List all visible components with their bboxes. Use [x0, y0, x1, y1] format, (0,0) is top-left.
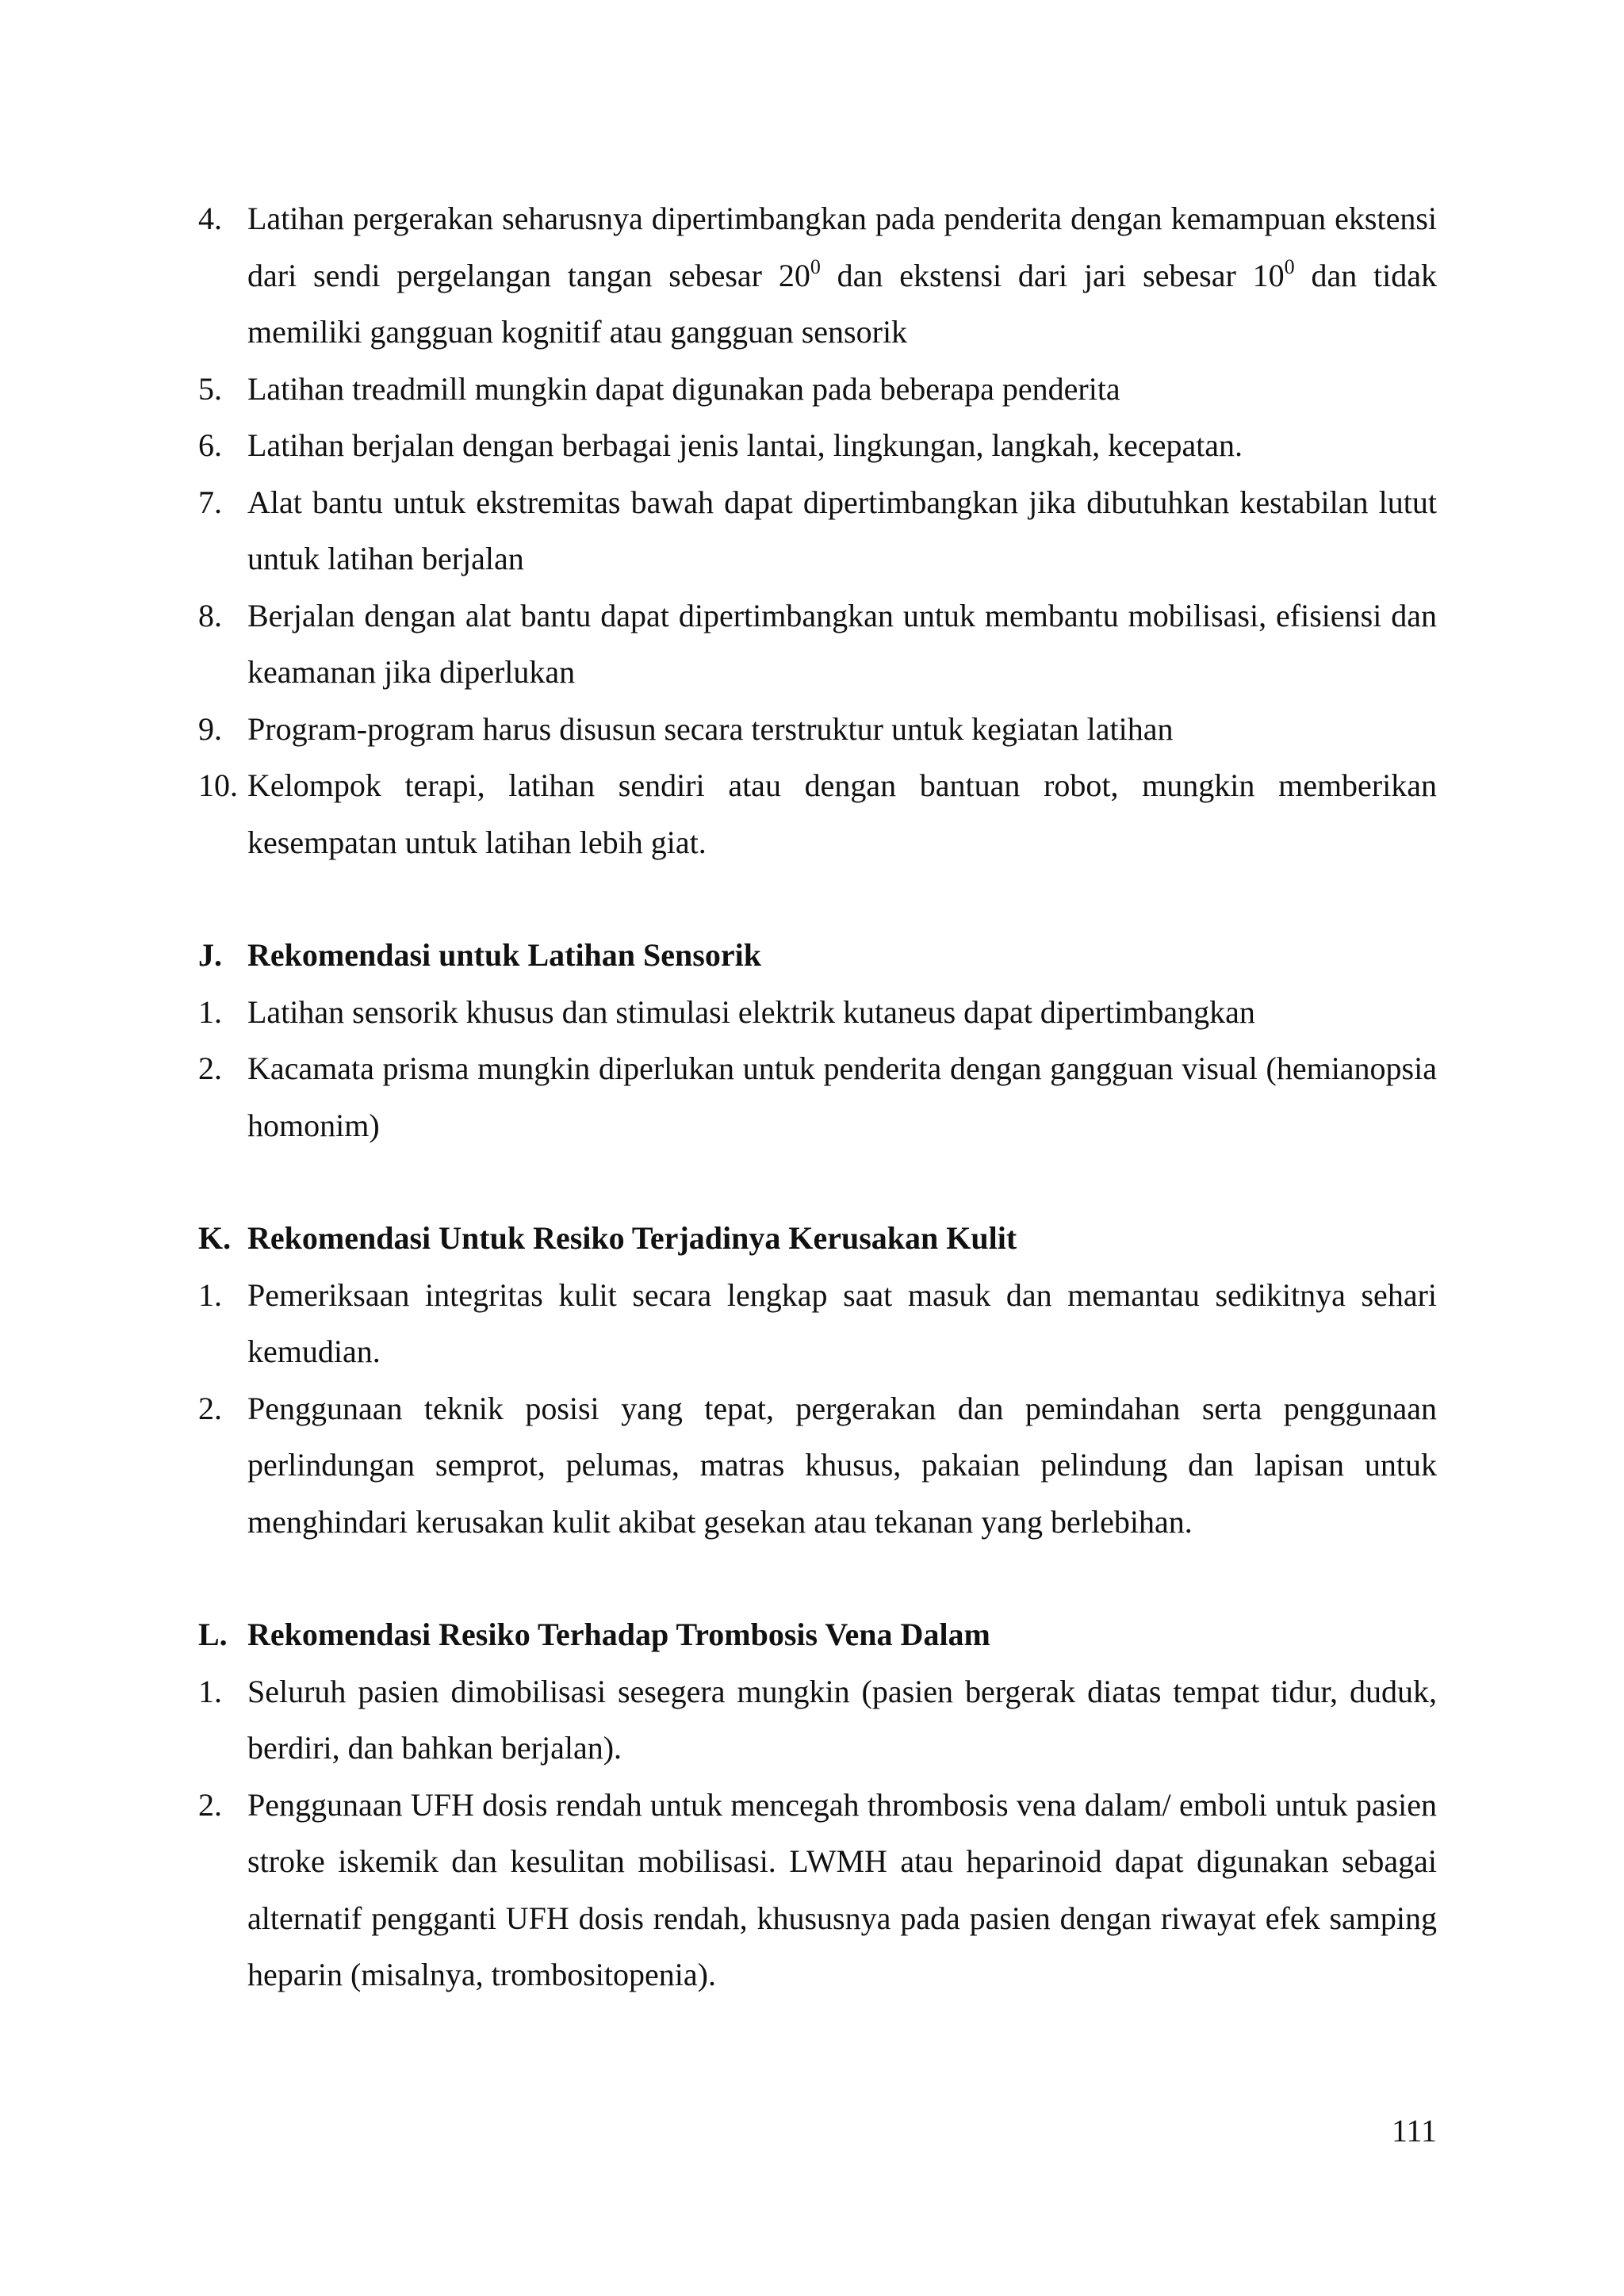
list-text: Kelompok terapi, latihan sendiri atau dengan bantuan robot, mungkin memberikan kesempatan untuk latihan lebih giat.	[247, 767, 1437, 860]
list-text: Berjalan dengan alat bantu dapat dipertimbangkan untuk membantu mobilisasi, efisiensi dan keamanan jika diperlukan	[247, 597, 1437, 690]
list-number: 9.	[198, 710, 222, 747]
list-text: Program-program harus disusun secara terstruktur untuk kegiatan latihan	[247, 710, 1174, 747]
section-title: Rekomendasi untuk Latihan Sensorik	[247, 937, 761, 973]
list-item	[198, 984, 1437, 1041]
list-number: 7.	[198, 484, 222, 520]
list-number: 2.	[198, 1050, 222, 1086]
page-body	[198, 190, 1437, 2003]
list-text: Penggunaan UFH dosis rendah untuk mencegah thrombosis vena dalam/ emboli untuk pasien stroke iskemik dan kesulitan mobilisasi. LWMH atau heparinoid dapat digunakan sebagai alternatif pengganti UFH dosis rendah, khususnya pada pasien dengan riwayat efek samping heparin (misalnya, trombositopenia).	[247, 1786, 1437, 1992]
list-text-part: dan tidak memiliki gangguan kognitif atau gangguan sensorik	[247, 257, 1438, 350]
list-number: 6.	[198, 427, 222, 463]
list-item	[198, 1380, 1437, 1551]
list-item	[198, 474, 1437, 587]
list-item	[198, 1663, 1437, 1777]
section-heading-l	[198, 1606, 1437, 1663]
list-number: 2.	[198, 1390, 222, 1426]
section-title: Rekomendasi Resiko Terhadap Trombosis Vena Dalam	[247, 1617, 990, 1652]
list-number: 4.	[198, 201, 222, 236]
list-item	[198, 1267, 1437, 1380]
list-item	[198, 587, 1437, 701]
list-number: 2.	[198, 1786, 222, 1823]
list-text	[247, 190, 1437, 361]
section-l-list	[198, 1663, 1437, 2003]
list-number: 5.	[198, 370, 222, 407]
section-letter: J.	[198, 937, 222, 973]
list-number: 10.	[198, 767, 238, 803]
section-j-list	[198, 984, 1437, 1154]
recommendation-list-continued	[198, 190, 1437, 871]
list-number: 1.	[198, 1673, 222, 1709]
section-heading-j	[198, 927, 1437, 984]
list-item	[198, 1777, 1437, 2003]
list-item	[198, 757, 1437, 871]
list-item	[198, 361, 1437, 418]
list-item	[198, 190, 1437, 361]
list-number: 1.	[198, 1276, 222, 1313]
list-text: Pemeriksaan integritas kulit secara lengkap saat masuk dan memantau sedikitnya sehari kemudian.	[247, 1276, 1437, 1369]
list-item	[198, 417, 1437, 474]
section-heading-k	[198, 1210, 1437, 1267]
page-number: 111	[1391, 2113, 1437, 2149]
list-number: 1.	[198, 993, 222, 1030]
list-text: Alat bantu untuk ekstremitas bawah dapat dipertimbangkan jika dibutuhkan kestabilan lutut untuk latihan berjalan	[247, 484, 1437, 576]
list-number: 8.	[198, 597, 222, 633]
list-item	[198, 1040, 1437, 1154]
list-text: Latihan treadmill mungkin dapat digunakan pada beberapa penderita	[247, 370, 1120, 407]
list-text: Penggunaan teknik posisi yang tepat, pergerakan dan pemindahan serta penggunaan perlindungan semprot, pelumas, matras khusus, pakaian pelindung dan lapisan untuk menghindari kerusakan kulit akibat gesekan atau tekanan yang berlebihan.	[247, 1390, 1437, 1540]
list-text: Kacamata prisma mungkin diperlukan untuk penderita dengan gangguan visual (hemianopsia homonim)	[247, 1050, 1437, 1143]
list-text-part: dan ekstensi dari jari sebesar 10	[820, 257, 1285, 293]
list-item	[198, 701, 1437, 758]
list-text: Latihan sensorik khusus dan stimulasi elektrik kutaneus dapat dipertimbangkan	[247, 993, 1255, 1030]
list-text: Seluruh pasien dimobilisasi sesegera mungkin (pasien bergerak diatas tempat tidur, duduk, berdiri, dan bahkan berjalan).	[247, 1673, 1437, 1766]
list-text-part: Latihan pergerakan seharusnya dipertimbangkan pada penderita dengan kemampuan ekstensi dari sendi pergelangan tangan sebesar 20	[247, 201, 1437, 293]
section-title: Rekomendasi Untuk Resiko Terjadinya Kerusakan Kulit	[247, 1220, 1017, 1256]
degree-superscript: 0	[810, 254, 821, 278]
list-text: Latihan berjalan dengan berbagai jenis lantai, lingkungan, langkah, kecepatan.	[247, 427, 1243, 463]
section-letter: L.	[198, 1617, 228, 1652]
section-k-list	[198, 1267, 1437, 1551]
degree-superscript: 0	[1284, 254, 1295, 278]
section-letter: K.	[198, 1220, 232, 1256]
